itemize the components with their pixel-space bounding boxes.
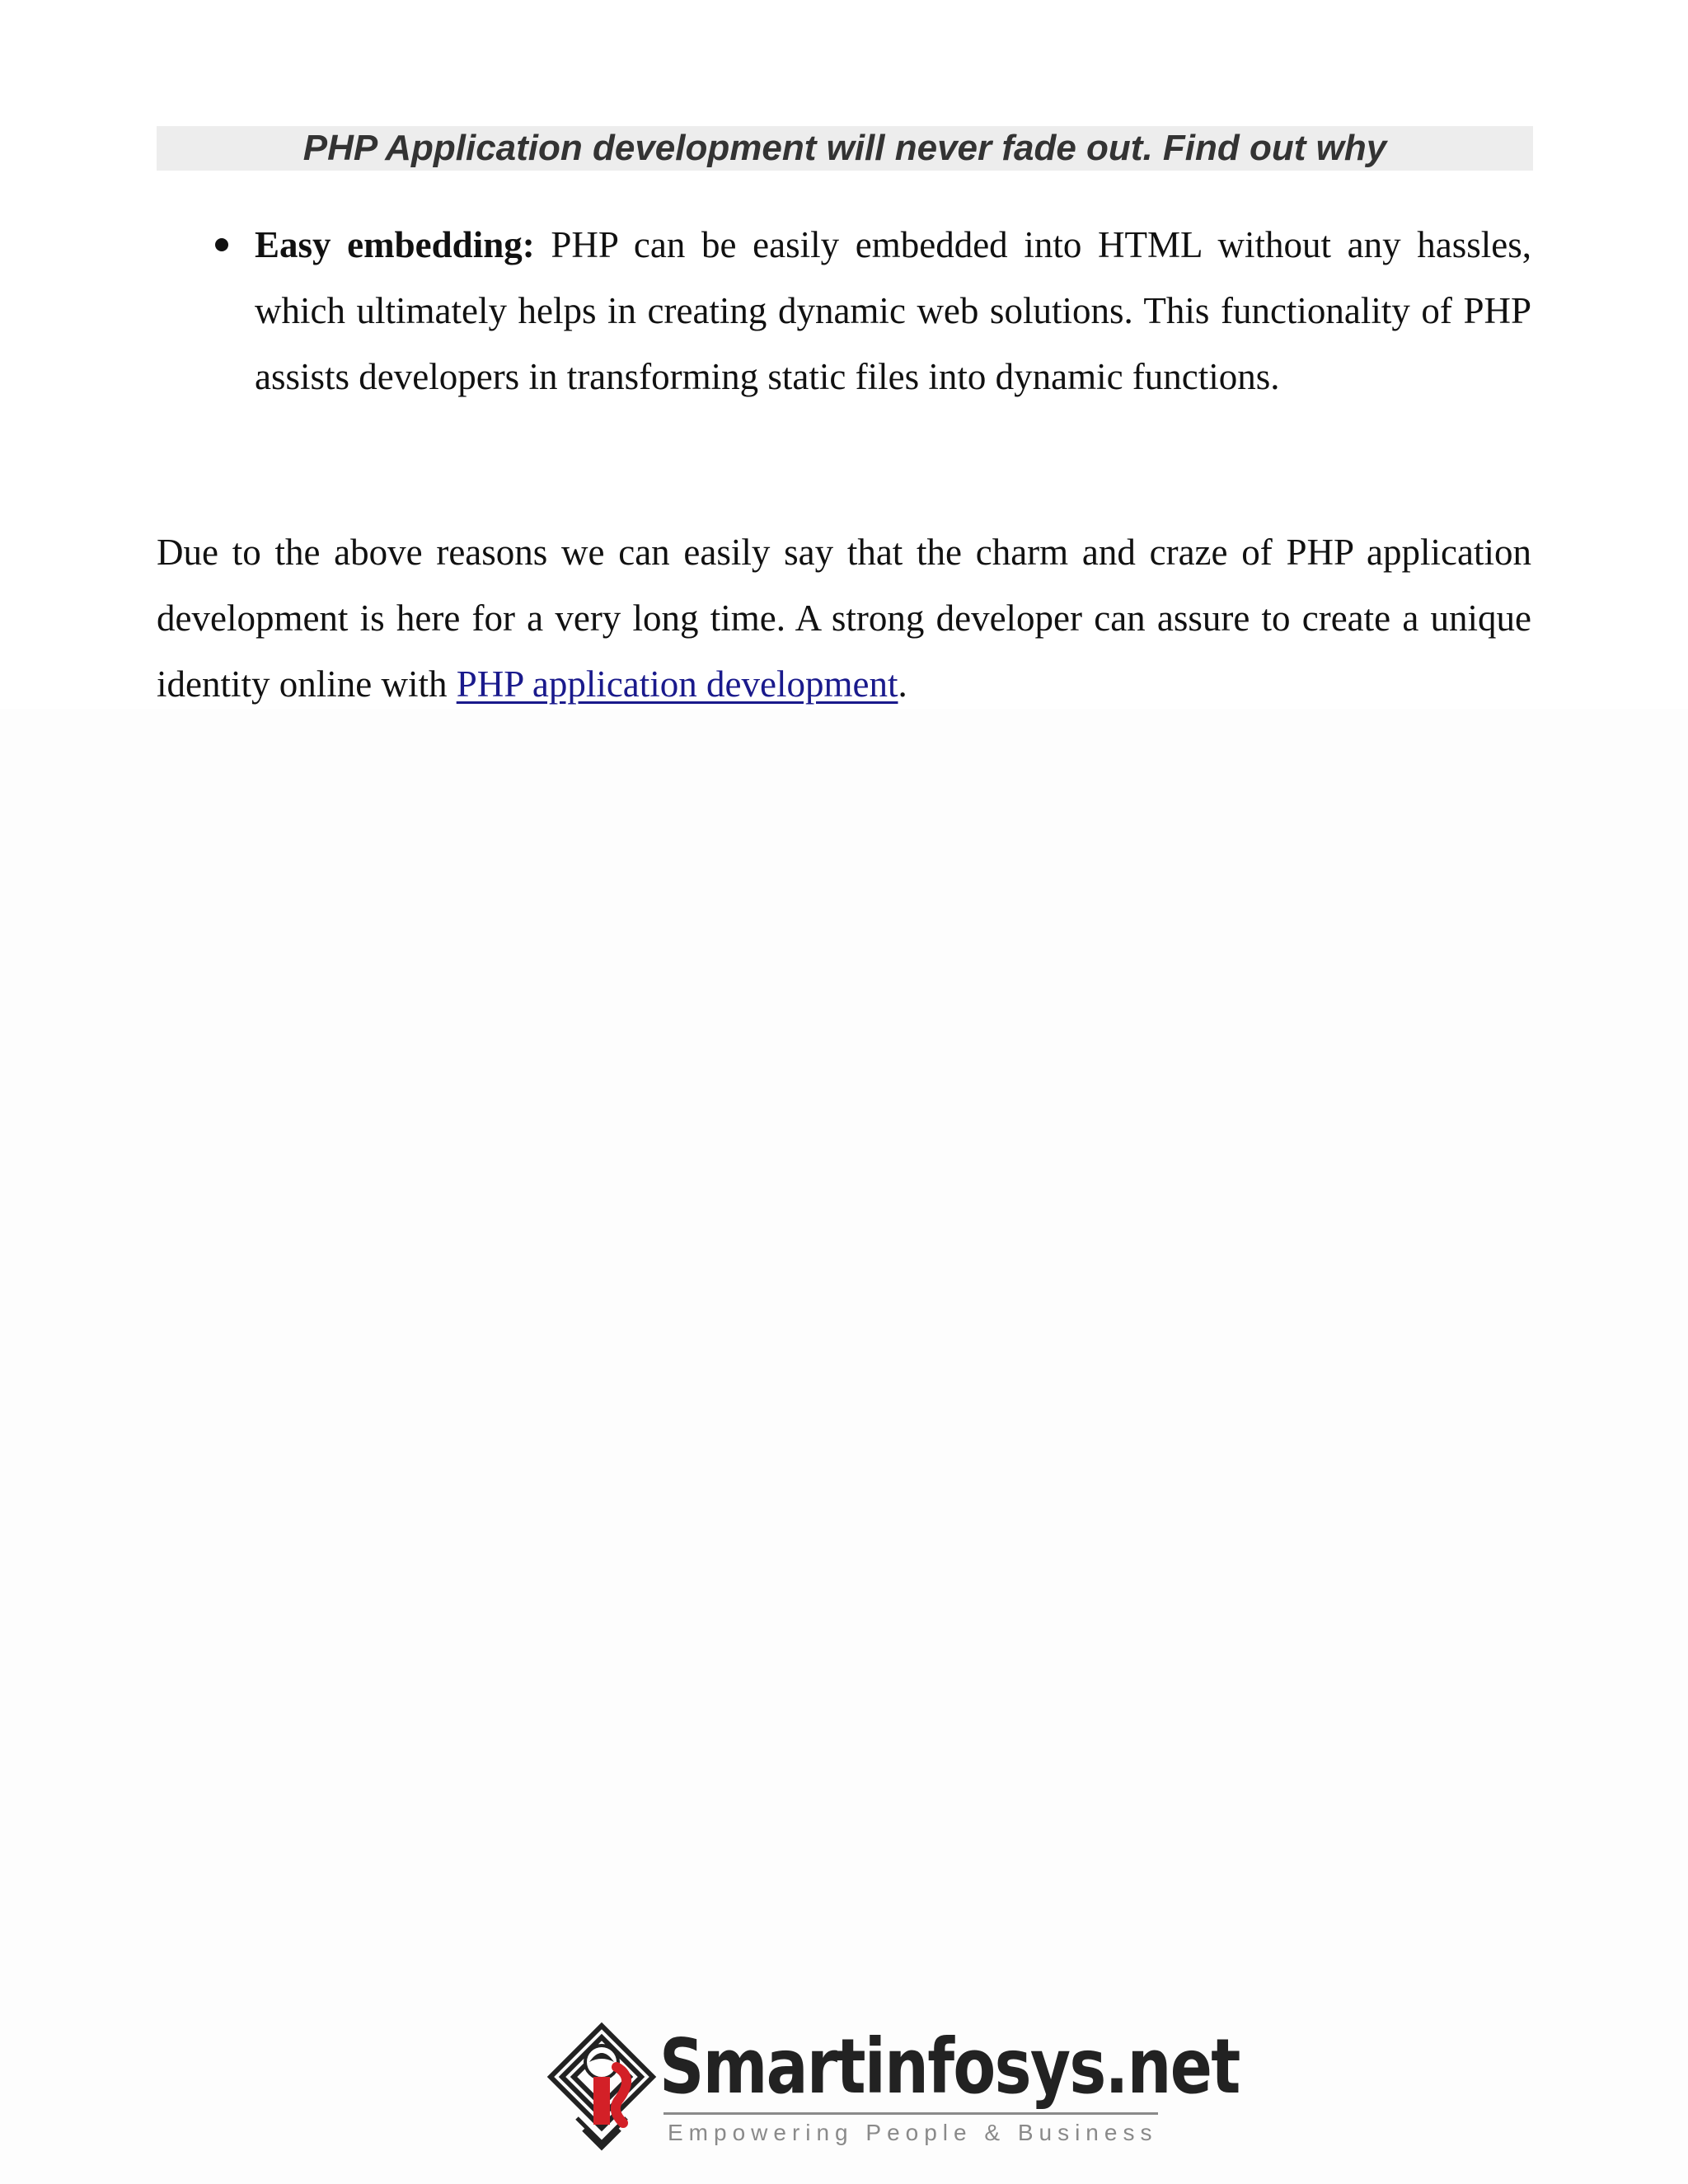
conclusion-text: Due to the above reasons we can easily say that the charm and craze of PHP application development is here for a very long time. A strong developer can assure to create a unique identity online with	[157, 532, 1531, 705]
bullet-text: PHP can be easily embedded into HTML without any hassles, which ultimately helps in creating dynamic web solutions. This functionality of PHP assists developers in transforming static files into dynamic functions.	[255, 224, 1531, 397]
list-item	[213, 212, 1531, 410]
logo-divider	[663, 2112, 1158, 2115]
company-logo	[544, 2019, 1240, 2159]
logo-name: Smartinfosys.net	[659, 2022, 1240, 2111]
conclusion-end: .	[898, 663, 907, 705]
page-background-tint	[0, 709, 1688, 2184]
php-development-link[interactable]: PHP application development	[456, 663, 898, 705]
bullet-icon	[215, 238, 228, 251]
bullet-term: Easy embedding:	[255, 224, 535, 265]
header-banner	[157, 126, 1533, 171]
logo-mark-icon	[544, 2019, 659, 2159]
logo-tagline: Empowering People & Business	[668, 2120, 1158, 2145]
feature-list	[213, 212, 1531, 410]
conclusion-paragraph	[157, 519, 1531, 717]
page-title: PHP Application development will never fade out. Find out why	[302, 128, 1387, 168]
